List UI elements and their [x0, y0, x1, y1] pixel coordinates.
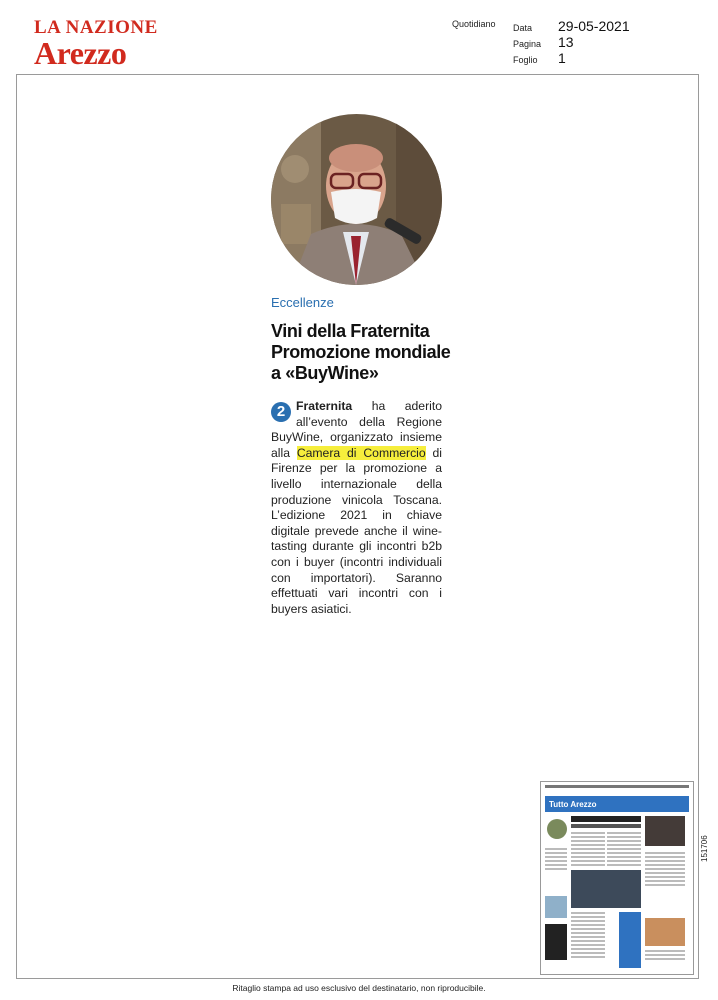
article-headline	[271, 321, 451, 384]
page-thumbnail	[540, 781, 694, 975]
thumbnail-section-title: Tutto Arezzo	[549, 800, 597, 809]
edition-name: Arezzo	[34, 35, 127, 71]
meta-row-date	[513, 18, 630, 34]
body-text-part1: ha aderito all’evento della Regione BuyWine, organizzato insieme alla	[271, 399, 442, 460]
page-label: Pagina	[513, 39, 542, 49]
date-label: Data	[513, 23, 533, 33]
sheet-label: Foglio	[513, 55, 538, 65]
headline-line: Promozione mondiale	[271, 342, 451, 362]
masthead-logo	[34, 17, 158, 71]
body-text-part2: di Firenze per la promozione a livello internazionale della produzione vinicola Toscana. L’edizione 2021 in chiave digitale prevede anche il wine-tasting durante gli incontri b2b con i buyer (incontri individuali con importatori). Saranno effettuati vari incontri con i buyers asiatici.	[271, 445, 443, 616]
headline-line: Vini della Fraternita	[271, 321, 430, 341]
article-number-badge: 2	[271, 402, 291, 422]
footer-notice: Ritaglio stampa ad uso esclusivo del destinatario, non riproducibile.	[232, 983, 486, 993]
publication-type: Quotidiano	[452, 19, 496, 29]
meta-row-page	[513, 34, 630, 50]
newspaper-name: LA NAZIONE	[34, 17, 158, 38]
date-value: 29-05-2021	[558, 18, 630, 34]
article-body	[271, 399, 442, 617]
portrait-image	[271, 114, 442, 285]
sheet-value: 1	[558, 50, 566, 66]
page-thumbnail-image	[541, 782, 693, 974]
side-code: 151706	[700, 835, 709, 862]
meta-table	[513, 18, 630, 66]
article-photo	[271, 114, 442, 285]
page-value: 13	[558, 34, 574, 50]
lead-word: Fraternita	[296, 399, 353, 413]
meta-row-sheet	[513, 50, 630, 66]
highlighted-text: Camera di Commercio	[296, 445, 426, 460]
article-kicker: Eccellenze	[271, 295, 334, 310]
headline-line: a «BuyWine»	[271, 363, 379, 383]
